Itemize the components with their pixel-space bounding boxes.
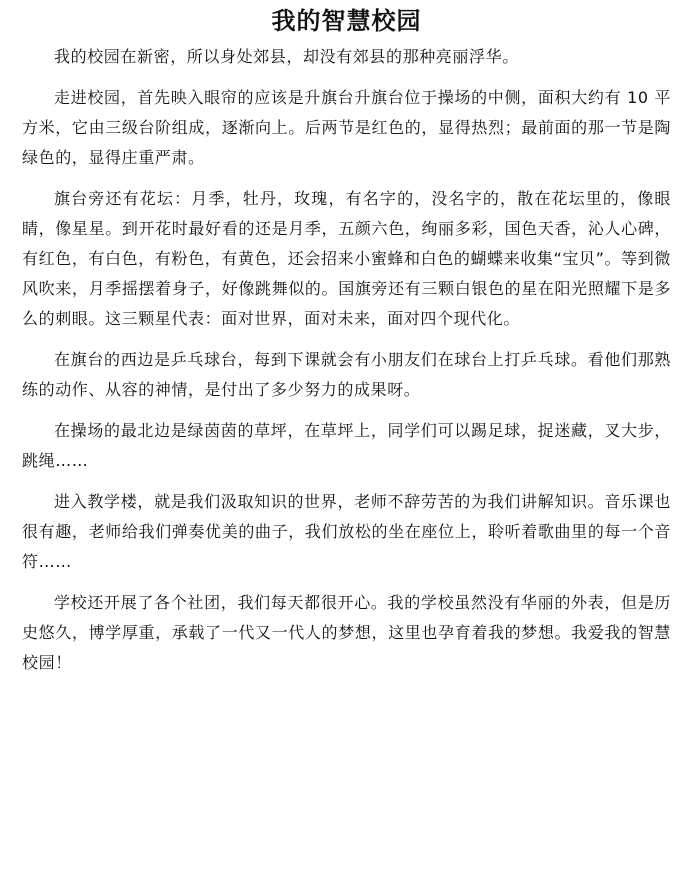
paragraph-ping-pong: 在旗台的西边是乒乓球台，每到下课就会有小朋友们在球台上打乒乓球。看他们那熟练的动作、从容的神情，是付出了多少努力的成果呀。 — [22, 350, 671, 399]
document-page — [0, 4, 691, 874]
paragraph-lawn: 在操场的最北边是绿茵茵的草坪，在草坪上，同学们可以踢足球，捉迷藏，叉大步，跳绳…… — [22, 421, 671, 470]
paragraph-intro: 我的校园在新密，所以身处郊县，却没有郊县的那种亮丽浮华。 — [54, 47, 519, 66]
document-title: 我的智慧校园 — [271, 6, 422, 35]
paragraph-teaching-building: 进入教学楼，就是我们汲取知识的世界，老师不辞劳苦的为我们讲解知识。音乐课也很有趣，老师给我们弹奏优美的曲子，我们放松的坐在座位上，聆听着歌曲里的每一个音符…… — [22, 492, 671, 571]
paragraph-conclusion: 学校还开展了各个社团，我们每天都很开心。我的学校虽然没有华丽的外表，但是历史悠久，博学厚重，承载了一代又一代人的梦想，这里也孕育着我的梦想。我爱我的智慧校园！ — [22, 593, 671, 672]
paragraph-flag-platform: 走进校园，首先映入眼帘的应该是升旗台升旗台位于操场的中侧，面积大约有 10 平方米，它由三级台阶组成，逐渐向上。后两节是红色的，显得热烈；最前面的那一节是陶绿色的，显得庄重严肃。 — [22, 88, 671, 167]
paragraph-flower-bed: 旗台旁还有花坛：月季，牡丹，玫瑰，有名字的，没名字的，散在花坛里的，像眼睛，像星星。到开花时最好看的还是月季，五颜六色，绚丽多彩，国色天香，沁人心碑，有红色，有白色，有粉色，有黄色，还会招来小蜜蜂和白色的蝴蝶来收集“宝贝”。等到微风吹来，月季摇摆着身子，好像跳舞似的。国旗旁还有三颗白银色的星在阳光照耀下是多么的刺眼。这三颗星代表：面对世界，面对未来，面对四个现代化。 — [22, 189, 671, 328]
